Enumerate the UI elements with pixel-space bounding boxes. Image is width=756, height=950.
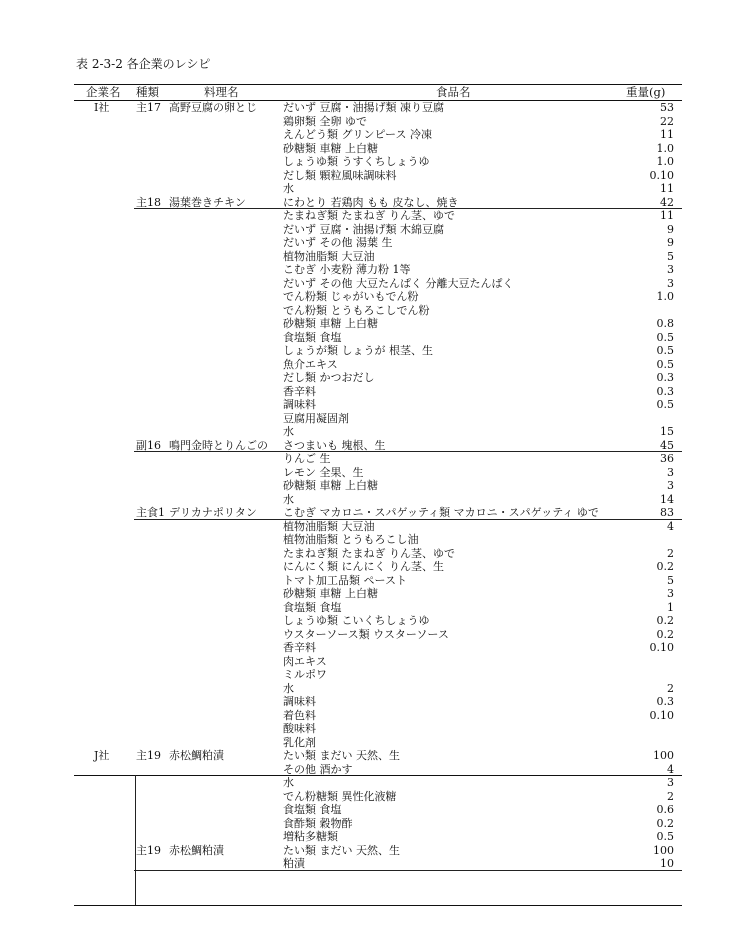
cell-weight: 83 [660,506,674,519]
cell-weight: 15 [660,425,674,438]
table-row [74,682,682,696]
cell-food: だいず その他 大豆たんぱく 分離大豆たんぱく [283,276,514,290]
cell-food: 水 [283,681,294,695]
table-row [74,803,682,817]
cell-food: ウスターソース類 ウスターソース [283,627,449,641]
cell-food: だし類 かつおだし [283,371,375,384]
table-row [74,317,682,331]
table-row [74,182,682,196]
cell-weight: 1 [667,600,674,614]
cell-food: でん粉類 とうもろこしでん粉 [283,303,430,317]
cell-weight: 2 [667,681,674,695]
cell-food: だし類 顆粒風味調味料 [283,168,397,182]
table-row [74,344,682,358]
cell-food: 食塩類 食塩 [283,803,342,816]
cell-food: 増粘多糖類 [283,830,338,843]
cell-weight: 3 [667,263,674,276]
cell-food: 水 [283,776,294,789]
table-row [74,520,682,534]
cell-food: 砂糖類 車糖 上白糖 [283,317,378,330]
header-company: 企業名 [86,85,121,99]
table-row [74,142,682,156]
table-row [74,628,682,642]
table-row [74,736,682,750]
table-row [74,506,682,520]
cell-food: 調味料 [283,398,316,411]
cell-weight: 14 [660,492,674,506]
cell-food: にわとり 若鶏肉 もも 皮なし、焼き [283,195,459,209]
cell-food: ミルポワ [283,668,327,681]
cell-weight: 0.3 [656,695,674,708]
cell-food: 粕漬 [283,857,305,870]
cell-weight: 0.2 [656,560,674,573]
cell-weight: 9 [667,222,674,236]
table-row [74,844,682,858]
table-row [74,371,682,385]
cell-food: たい類 まだい 天然、生 [283,843,400,857]
table-row [74,115,682,129]
cell-weight: 0.3 [656,371,674,384]
table-row [74,722,682,736]
table-row [74,155,682,169]
cell-food: 水 [283,425,294,438]
cell-food: でん粉類 じゃがいもでん粉 [283,290,419,303]
cell-food: だいず 豆腐・油揚げ類 木綿豆腐 [283,222,444,236]
cell-food: 食塩類 食塩 [283,330,342,344]
cell-food: 植物油脂類 大豆油 [283,249,375,263]
table-row [74,209,682,223]
cell-food: たい類 まだい 天然、生 [283,749,400,762]
cell-food: 香辛料 [283,641,316,654]
cell-food: レモン 全果、生 [283,465,364,479]
cell-food: 水 [283,182,294,195]
table-row [74,358,682,372]
cell-type: 副16 [136,438,161,452]
cell-food: 食塩類 食塩 [283,600,342,614]
cell-food: トマト加工品類 ペースト [283,573,407,587]
cell-company: I社 [94,101,110,114]
cell-food: たまねぎ類 たまねぎ りん茎、ゆで [283,546,455,560]
cell-weight: 0.2 [656,816,674,830]
cell-dish: 湯葉巻きチキン [169,195,246,209]
cell-food: 魚介エキス [283,357,338,371]
table-row [74,560,682,574]
table-row [74,290,682,304]
table-row [74,101,682,115]
table-bottom-rule [74,905,682,906]
header-type: 種類 [136,85,159,99]
cell-food: 肉エキス [283,654,327,668]
cell-food: 植物油脂類 とうもろこし油 [283,533,419,546]
cell-weight: 11 [660,209,674,222]
header-weight: 重量(g) [626,85,666,99]
cell-food: 調味料 [283,695,316,708]
cell-food: にんにく類 にんにく りん茎、生 [283,560,444,573]
cell-type: 主19 [136,843,161,857]
cell-weight: 0.6 [656,803,674,816]
cell-food: しょうゆ類 うすくちしょうゆ [283,155,430,168]
cell-weight: 1.0 [656,141,674,155]
table-row [74,385,682,399]
table-row [74,533,682,547]
cell-food: こむぎ マカロニ・スパゲッティ類 マカロニ・スパゲッティ ゆで [283,506,599,519]
table-row [74,857,682,871]
cell-food: 砂糖類 車糖 上白糖 [283,587,378,600]
cell-weight: 42 [660,195,674,209]
cell-type: 主17 [136,101,161,114]
table-row [74,439,682,453]
cell-weight: 10 [660,857,674,870]
cell-weight: 0.10 [649,708,674,722]
cell-food: 鶏卵類 全卵 ゆで [283,114,367,128]
cell-weight: 0.10 [649,641,674,654]
cell-weight: 1.0 [656,155,674,168]
cell-type: 主食1 [136,506,165,519]
cell-type: 主18 [136,195,161,209]
cell-weight: 3 [667,776,674,789]
table-row [74,452,682,466]
cell-food: 砂糖類 車糖 上白糖 [283,479,378,492]
cell-food: 水 [283,492,294,506]
cell-weight: 0.5 [656,330,674,344]
cell-food: 食酢類 穀物酢 [283,816,353,830]
cell-weight: 100 [653,843,674,857]
table-row [74,169,682,183]
cell-weight: 5 [667,249,674,263]
cell-weight: 4 [667,519,674,533]
table-row [74,223,682,237]
cell-weight: 4 [667,762,674,776]
table-row [74,830,682,844]
cell-food: こむぎ 小麦粉 薄力粉 1等 [283,263,411,276]
cell-food: さつまいも 塊根、生 [283,438,386,452]
cell-food: でん粉糖類 異性化液糖 [283,789,397,803]
table-row [74,250,682,264]
table-row [74,587,682,601]
cell-weight: 9 [667,236,674,249]
cell-food: しょうゆ類 こいくちしょうゆ [283,614,430,627]
cell-weight: 11 [660,128,674,141]
table-row [74,398,682,412]
cell-weight: 2 [667,789,674,803]
cell-weight: 3 [667,276,674,290]
table-row [74,790,682,804]
cell-food: えんどう類 グリンピース 冷凍 [283,128,433,141]
table-row [74,614,682,628]
cell-food: 砂糖類 車糖 上白糖 [283,141,378,155]
cell-weight: 0.3 [656,384,674,398]
cell-weight: 36 [660,452,674,465]
table-body [74,101,682,871]
cell-weight: 0.5 [656,830,674,843]
table-row [74,412,682,426]
cell-food: たまねぎ類 たまねぎ りん茎、ゆで [283,209,455,222]
cell-weight: 3 [667,479,674,492]
table-top-rule [74,84,682,85]
table-row [74,263,682,277]
cell-weight: 0.10 [649,168,674,182]
cell-dish: 赤松鯛粕漬 [169,843,224,857]
table-row [74,236,682,250]
cell-food: だいず その他 湯葉 生 [283,236,393,249]
table-row [74,331,682,345]
table-row [74,196,682,210]
cell-weight: 53 [660,101,674,114]
table-row [74,493,682,507]
cell-dish: 鳴門金時とりんごの [169,438,268,452]
cell-weight: 0.5 [656,398,674,411]
cell-food: 植物油脂類 大豆油 [283,519,375,533]
table-row [74,817,682,831]
cell-food: だいず 豆腐・油揚げ類 凍り豆腐 [283,101,444,114]
cell-company: J社 [94,749,110,762]
cell-dish: 高野豆腐の卵とじ [169,101,257,114]
table-row [74,763,682,777]
table-row [74,277,682,291]
table-row [74,668,682,682]
cell-food: 酸味料 [283,722,316,735]
table-row [74,709,682,723]
cell-food: その他 酒かす [283,762,353,776]
table-row [74,695,682,709]
table-row [74,128,682,142]
table-row [74,749,682,763]
table-row [74,574,682,588]
cell-food: 着色料 [283,708,316,722]
table-row [74,479,682,493]
cell-weight: 3 [667,465,674,479]
header-dish: 料理名 [204,85,239,99]
table-row [74,466,682,480]
cell-weight: 45 [660,438,674,452]
table-row [74,655,682,669]
cell-food: 乳化剤 [283,735,316,749]
cell-weight: 2 [667,546,674,560]
cell-weight: 0.2 [656,627,674,641]
cell-weight: 3 [667,587,674,600]
cell-food: りんご 生 [283,452,331,465]
cell-weight: 100 [653,749,674,762]
table-row [74,601,682,615]
table-row [74,547,682,561]
cell-weight: 0.5 [656,344,674,357]
cell-weight: 11 [660,182,674,195]
cell-weight: 22 [660,114,674,128]
cell-dish: 赤松鯛粕漬 [169,749,224,762]
cell-weight: 0.2 [656,614,674,627]
cell-food: 香辛料 [283,384,316,398]
cell-weight: 1.0 [656,290,674,303]
cell-dish: デリカナポリタン [169,506,257,519]
cell-food: 豆腐用凝固剤 [283,411,349,425]
cell-weight: 0.5 [656,357,674,371]
table-row [74,776,682,790]
header-food: 食品名 [436,85,471,99]
table-row [74,304,682,318]
cell-weight: 5 [667,573,674,587]
cell-type: 主19 [136,749,161,762]
table-row [74,425,682,439]
table-row [74,641,682,655]
table-caption: 表 2-3-2 各企業のレシピ [76,57,211,71]
cell-weight: 0.8 [656,317,674,330]
cell-food: しょうが類 しょうが 根茎、生 [283,344,433,357]
